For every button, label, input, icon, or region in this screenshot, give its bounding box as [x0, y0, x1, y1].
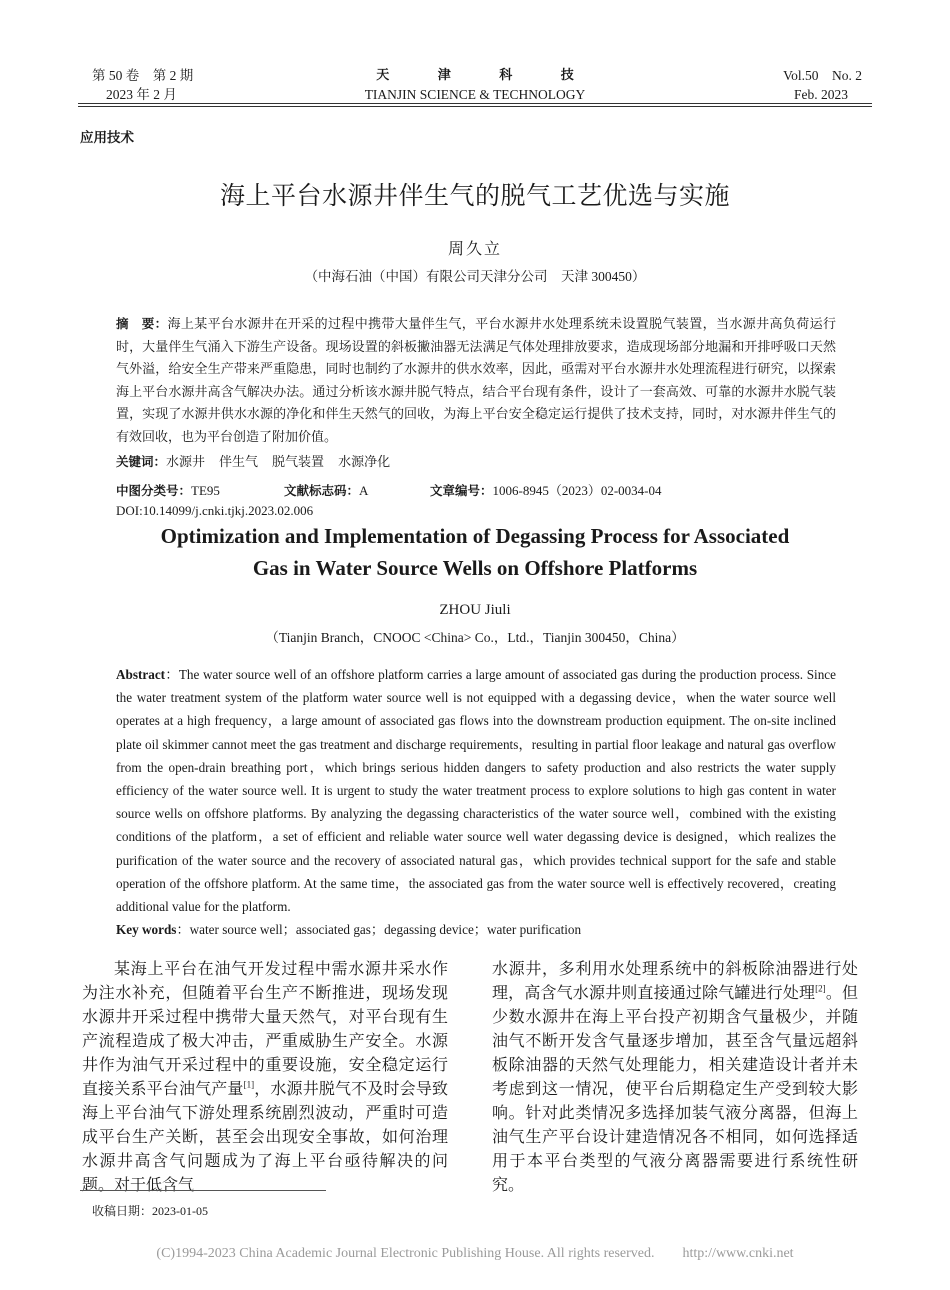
- article-number-label: 文章编号：: [430, 483, 493, 498]
- document-code-label: 文献标志码：: [284, 483, 360, 498]
- header-rule-bottom: [78, 106, 872, 107]
- title-en-line-2: Gas in Water Source Wells on Offshore Platforms: [252, 556, 698, 580]
- document-code: [284, 481, 368, 501]
- article-number: [430, 481, 662, 501]
- date-cn: 2023 年 2 月: [106, 87, 177, 102]
- affiliation-cn: （中海石油（中国）有限公司天津分公司 天津 300450）: [304, 269, 646, 284]
- doi: DOI:10.14099/j.cnki.tjkj.2023.02.006: [116, 503, 314, 518]
- author-cn: 周久立: [447, 241, 502, 258]
- title-en-line-1: Optimization and Implementation of Degassing Process for Associated: [160, 524, 790, 548]
- abstract-en-label: Abstract: [116, 667, 166, 682]
- abstract-cn-label: 摘 要：: [116, 316, 168, 331]
- header-rule-top: [78, 103, 872, 104]
- document-code-value: A: [359, 483, 369, 498]
- body-column-right: [492, 958, 858, 1198]
- copyright-notice: (C)1994-2023 China Academic Journal Electronic Publishing House. All rights reserved. http://www.cnki.net: [156, 1246, 794, 1261]
- volume-issue-cn: 第 50 卷 第 2 期: [92, 68, 194, 83]
- citation-ref: [2]: [815, 983, 826, 994]
- journal-title-cn: 天 津 科 技: [376, 68, 596, 83]
- title-en: [0, 520, 950, 584]
- keyword-cn: 水源净化: [338, 454, 391, 469]
- body-right-text-a: 水源井，多利用水处理系统中的斜板除油器进行处理，高含气水源井则直接通过除气罐进行处理: [492, 961, 858, 1002]
- author-en: ZHOU Jiuli: [439, 602, 511, 618]
- title-cn: 海上平台水源井伴生气的脱气工艺优选与实施: [219, 181, 730, 210]
- clc-number: [116, 481, 220, 501]
- journal-title-en: TIANJIN SCIENCE & TECHNOLOGY: [364, 87, 586, 102]
- date-en: Feb. 2023: [794, 87, 848, 102]
- keywords-cn-label: 关键词：: [116, 454, 167, 469]
- body-right-text-b: 。但少数水源井在海上平台投产初期含气量极少，并随油气不断开发含气量逐步增加，甚至含气量远超斜板除油器的天然气处理能力，相关建造设计者并未考虑到这一情况，使平台后期稳定生产受到较大影响。针对此类情况多选择加装气液分离器，但海上油气生产平台设计建造情况各不相同，如何选择适用于本平台类型的气液分离器需要进行系统性研究。: [492, 985, 858, 1194]
- keyword-cn: 脱气装置: [272, 454, 325, 469]
- header-volume-en: [783, 66, 862, 104]
- section-label: 应用技术: [80, 130, 134, 146]
- footnote-rule: [80, 1190, 326, 1191]
- body-left-text-b: ，水源井脱气不及时会导致海上平台油气下游处理系统剧烈波动，严重时可造成平台生产关断，甚至会出现安全事故，如何治理水源井高含气问题成为了海上平台亟待解决的问题。对于低含气: [82, 1081, 448, 1194]
- keywords-en-label: Key words: [116, 922, 177, 937]
- keywords-en: [116, 919, 581, 938]
- body-column-left: [82, 958, 448, 1198]
- abstract-cn-text: 海上某平台水源井在开采的过程中携带大量伴生气，平台水源井水处理系统未设置脱气装置，当水源井高负荷运行时，大量伴生气涌入下游生产设备。现场设置的斜板撇油器无法满足气体处理排放要求，造成现场部分地漏和开排呼吸口天然气外溢，给安全生产带来严重隐患，同时也制约了水源井的供水效率，因此，亟需对平台水源井水处理流程进行研究，以探索海上平台水源井高含气解决办法。通过分析该水源井脱气特点，结合平台现有条件，设计了一套高效、可靠的水源井水脱气装置，实现了水源井供水水源的净化和伴生天然气的回收，为海上平台安全稳定运行提供了技术支持，同时，对水源井伴生气的有效回收，也为平台创造了附加价值。: [116, 316, 836, 444]
- keyword-cn: 水源井: [166, 454, 206, 469]
- received-date: 收稿日期：2023-01-05: [92, 1204, 208, 1218]
- keywords-en-text: ：water source well；associated gas；degassing device；water purification: [176, 922, 582, 937]
- keywords-cn: [116, 452, 390, 472]
- volume-issue-en: Vol.50 No. 2: [783, 68, 862, 83]
- clc-label: 中图分类号：: [116, 483, 192, 498]
- abstract-cn: [116, 313, 836, 448]
- citation-ref: [1]: [243, 1079, 255, 1090]
- keyword-cn: 伴生气: [219, 454, 259, 469]
- abstract-en-text: ：The water source well of an offshore platform carries a large amount of associated gas during the production process. Since the water treatment system of the platform water source well is not equipped with a degassing device，when the water source well operates at a high frequency，a large amount of associated gas flows into the downstream production equipment. The on-site inclined plate oil skimmer cannot meet the gas treatment and discharge requirements，resulting in partial floor leakage and natural gas overflow from the open-drain breathing port，which brings serious hidden dangers to safety production and also restricts the water supply efficiency of the water source well. It is urgent to study the water treatment process to explore solutions to high gas content in water source wells on offshore platforms. By analyzing the degassing characteristics of the water source well，combined with the existing conditions of the platform，a set of efficient and reliable water source well water degassing device is designed，which realizes the purification of the water source and the recovery of associated natural gas，which provides technical support for the safe and stable operation of the offshore platform. At the same time，the associated gas from the water source well is effectively recovered，creating additional value for the platform.: [116, 667, 836, 915]
- article-number-value: 1006-8945（2023）02-0034-04: [492, 483, 662, 498]
- body-left-text-a: 某海上平台在油气开发过程中需水源井采水作为注水补充，但随着平台生产不断推进，现场发现水源井开采过程中携带大量天然气，对平台现有生产流程造成了极大冲击，严重威胁生产安全。水源井作为油气开采过程中的重要设施，安全稳定运行直接关系平台油气产量: [82, 961, 448, 1098]
- affiliation-en: （Tianjin Branch，CNOOC <China> Co.，Ltd.，Tianjin 300450，China）: [265, 630, 685, 645]
- clc-value: TE95: [191, 483, 220, 498]
- abstract-en: [116, 663, 836, 918]
